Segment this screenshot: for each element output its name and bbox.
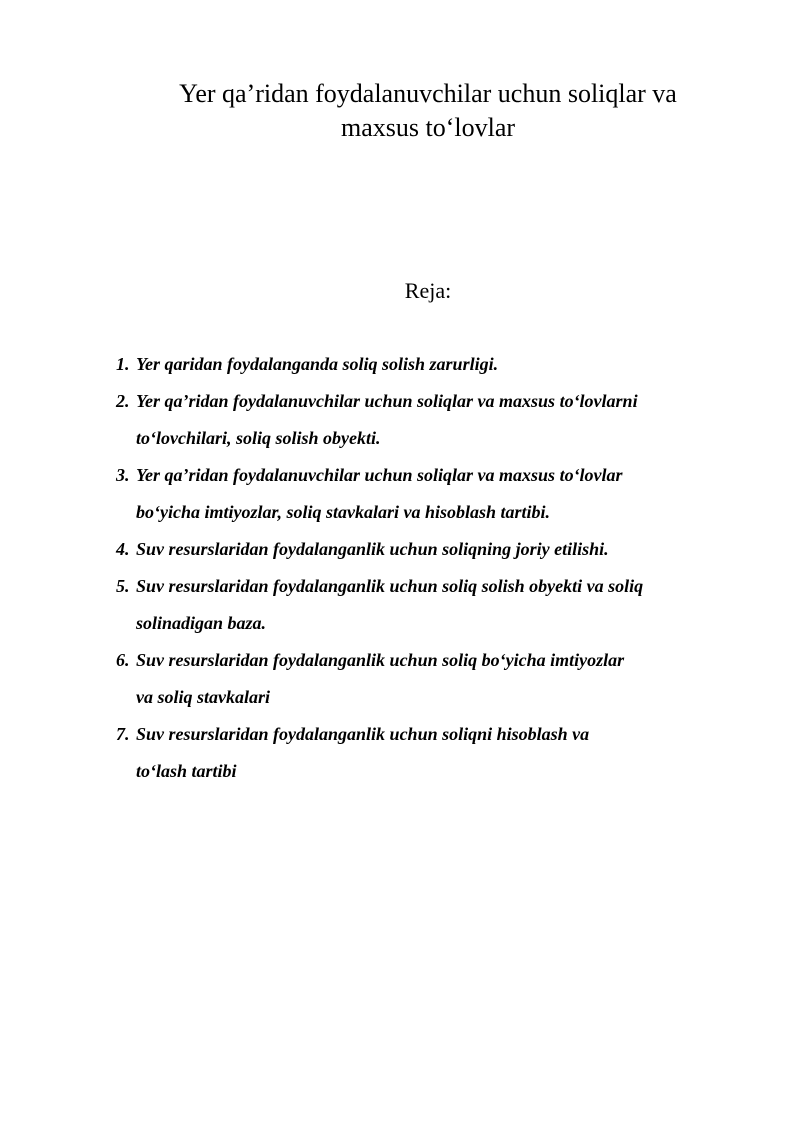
- plan-item-6: [116, 642, 756, 716]
- plan-item-line: Suv resurslaridan foydalanganlik uchun soliq bo‘yicha imtiyozlar: [136, 650, 625, 670]
- document-title: [100, 77, 756, 145]
- plan-item-3: [116, 457, 756, 531]
- plan-item-number: 1.: [116, 354, 130, 374]
- plan-item-text: [136, 346, 756, 383]
- plan-item-4: [116, 531, 756, 568]
- plan-item-7: [116, 716, 756, 790]
- plan-item-line: solinadigan baza.: [136, 613, 267, 633]
- plan-item-line: Suv resurslaridan foydalanganlik uchun soliq solish obyekti va soliq: [136, 576, 644, 596]
- plan-item-number: 3.: [116, 465, 130, 485]
- plan-item-line: bo‘yicha imtiyozlar, soliq stavkalari va hisoblash tartibi.: [136, 502, 551, 522]
- plan-item-text: [136, 568, 756, 642]
- plan-heading: Reja:: [404, 278, 452, 303]
- plan-item-text: [136, 716, 756, 790]
- plan-item-line: Suv resurslaridan foydalanganlik uchun soliqni hisoblash va: [136, 724, 590, 744]
- plan-item-number: 6.: [116, 650, 130, 670]
- plan-item-number: 5.: [116, 576, 130, 596]
- plan-item-number: 4.: [116, 539, 130, 559]
- plan-item-line: Suv resurslaridan foydalanganlik uchun soliqning joriy etilishi.: [136, 539, 609, 559]
- plan-item-line: to‘lovchilari, soliq solish obyekti.: [136, 428, 381, 448]
- plan-item-line: Yer qa’ridan foydalanuvchilar uchun soliqlar va maxsus to‘lovlarni: [136, 391, 638, 411]
- plan-item-text: [136, 457, 756, 531]
- plan-item-line: Yer qa’ridan foydalanuvchilar uchun soliqlar va maxsus to‘lovlar: [136, 465, 623, 485]
- plan-item-text: [136, 642, 756, 716]
- plan-item-5: [116, 568, 756, 642]
- title-line: Yer qa’ridan foydalanuvchilar uchun soliqlar va: [179, 79, 677, 108]
- plan-item-text: [136, 383, 756, 457]
- plan-item-number: 7.: [116, 724, 130, 744]
- plan-item-1: [116, 346, 756, 383]
- plan-item-line: to‘lash tartibi: [136, 761, 237, 781]
- plan-item-line: va soliq stavkalari: [136, 687, 270, 707]
- plan-item-number: 2.: [116, 391, 130, 411]
- plan-item-2: [116, 383, 756, 457]
- plan-item-text: [136, 531, 756, 568]
- plan-item-line: Yer qaridan foydalanganda soliq solish zarurligi.: [136, 354, 499, 374]
- title-line: maxsus to‘lovlar: [340, 113, 516, 142]
- plan-list: [116, 346, 756, 790]
